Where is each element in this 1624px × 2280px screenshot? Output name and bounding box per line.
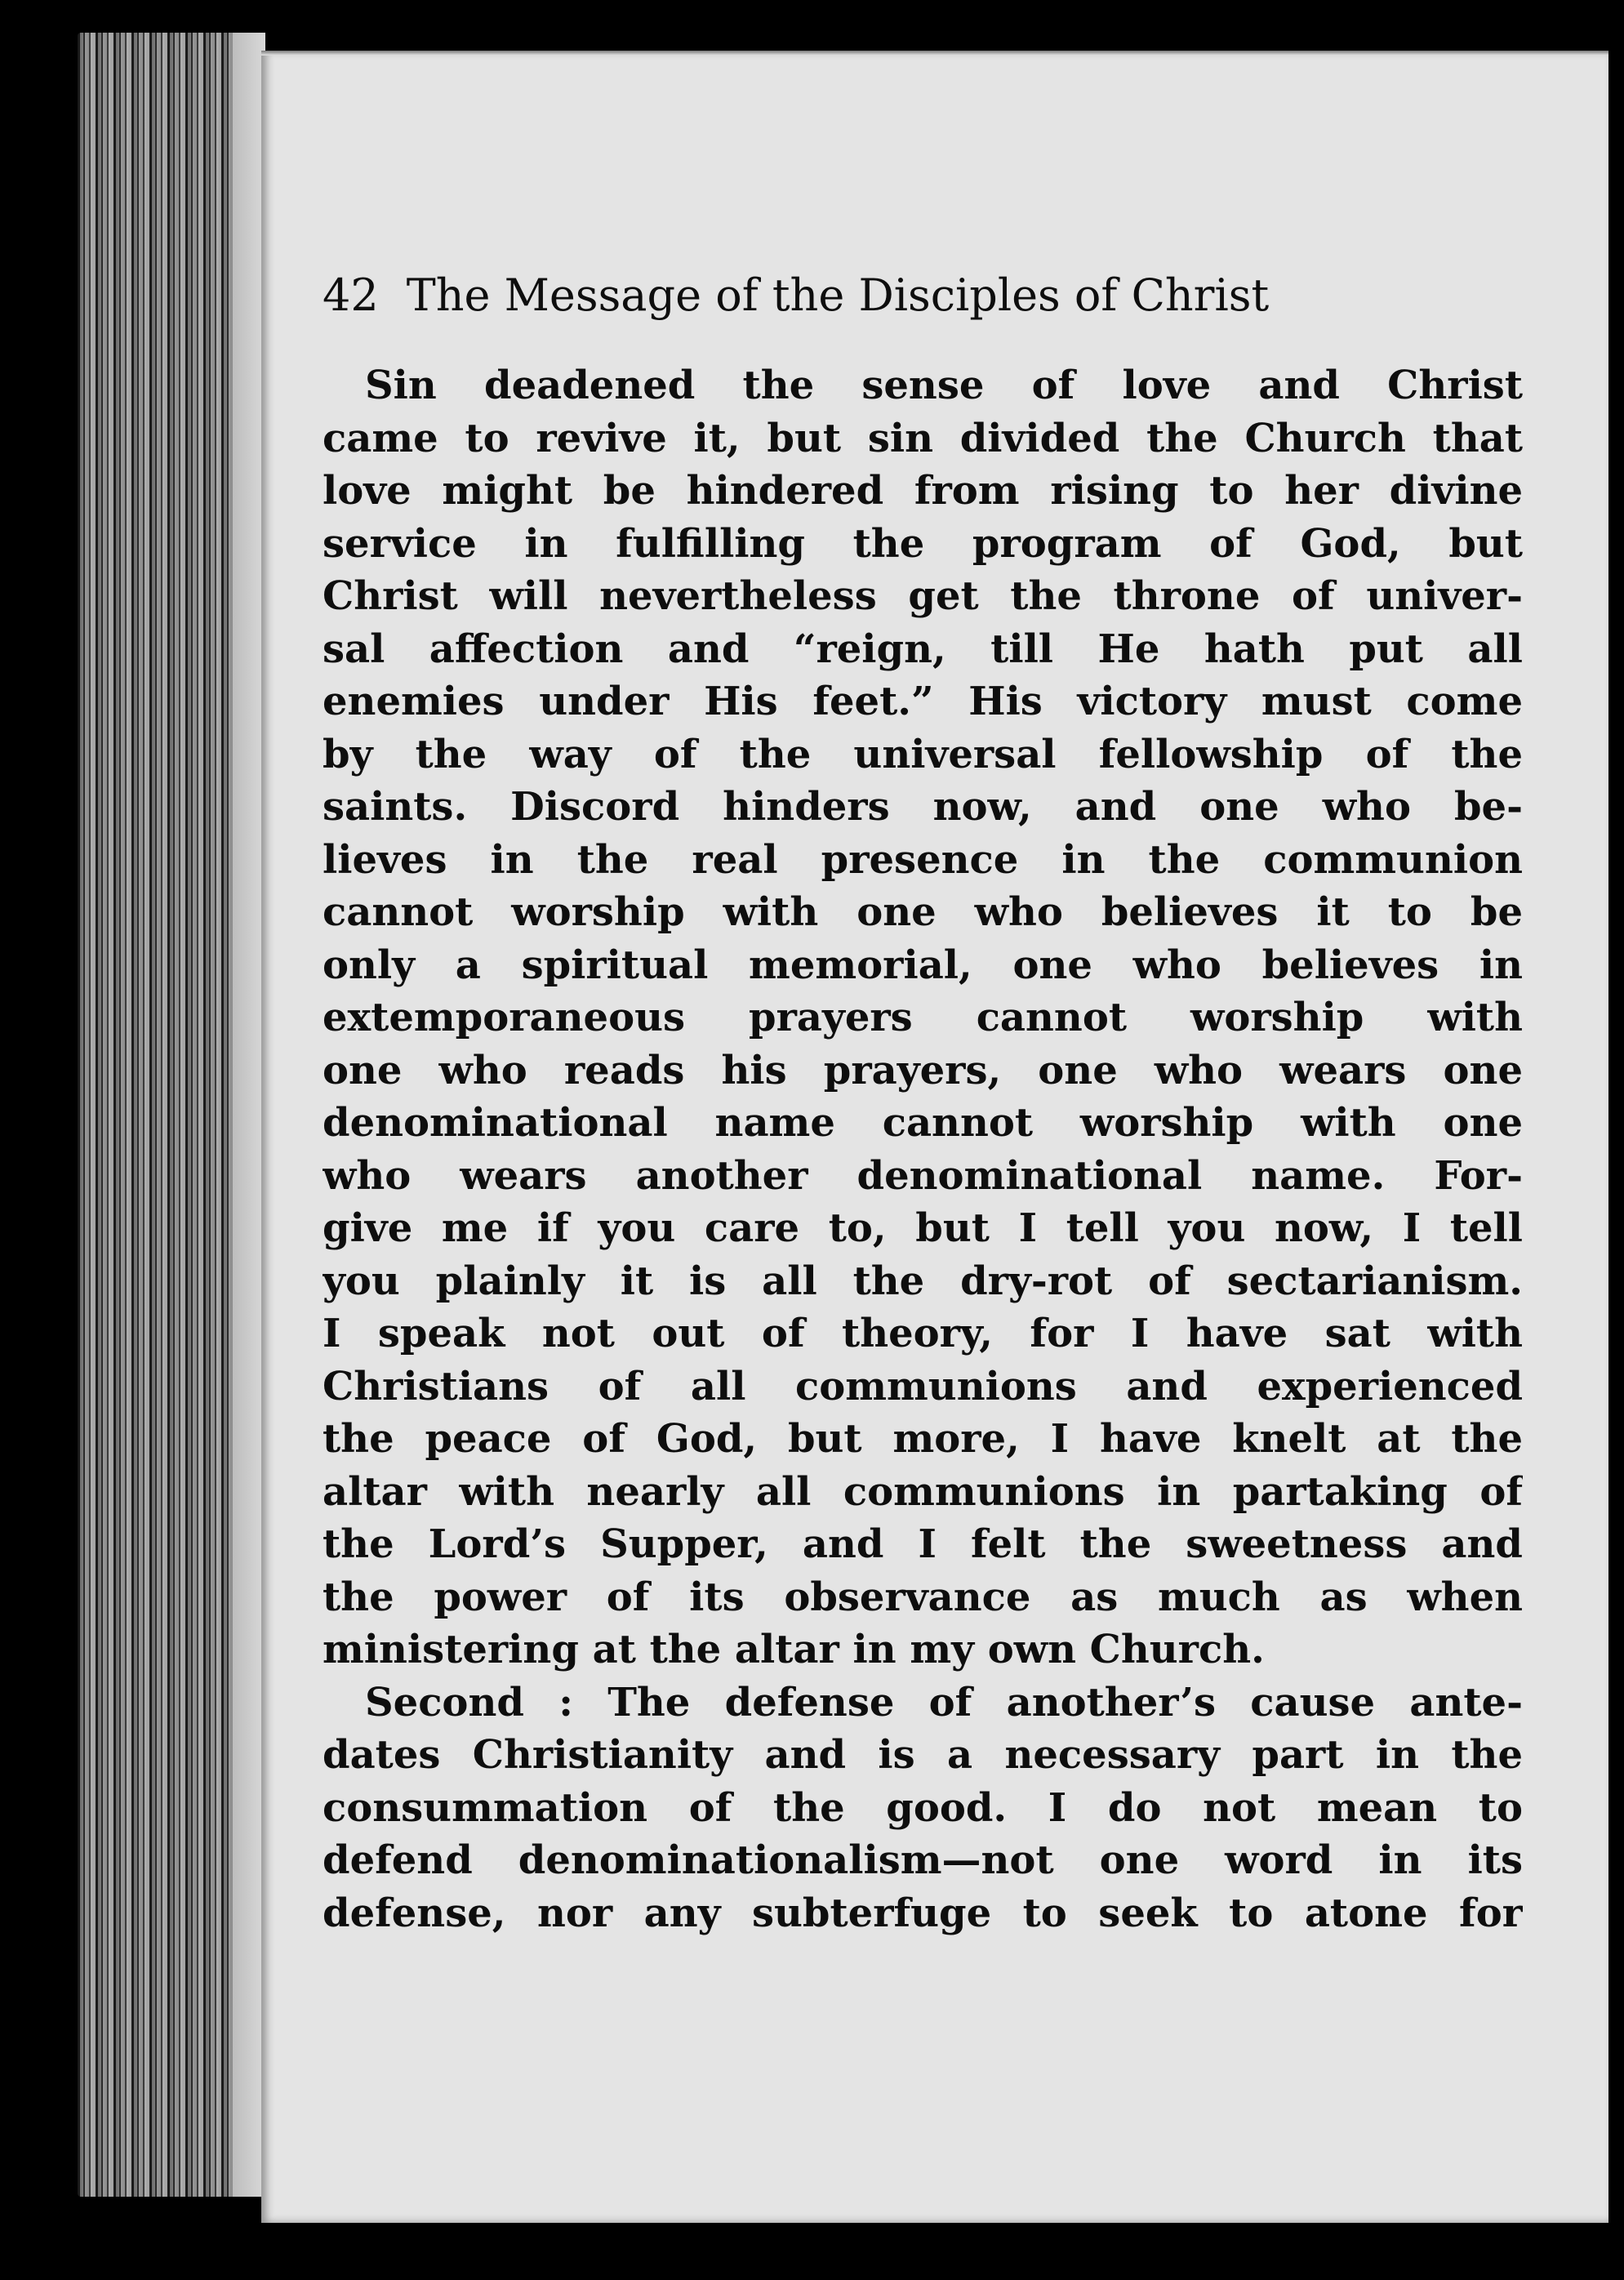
text-line: Sin deadened the sense of love and Christ xyxy=(365,363,1523,408)
text-line: give me if you care to, but I tell you now, I tell xyxy=(323,1205,1523,1251)
text-line: the Lord’s Supper, and I felt the sweetness and xyxy=(323,1521,1523,1567)
book-page-edges xyxy=(78,33,265,2197)
text-line: Christ will nevertheless get the throne of univer- xyxy=(323,573,1523,619)
text-line: defense, nor any subterfuge to seek to atone for xyxy=(323,1890,1523,1936)
text-line: by the way of the universal fellowship of the xyxy=(323,731,1523,777)
text-line: only a spiritual memorial, one who believes in xyxy=(323,942,1523,988)
text-line: service in fulfilling the program of God, but xyxy=(323,520,1523,567)
text-line: cannot worship with one who believes it to be xyxy=(323,889,1523,935)
text-line: who wears another denominational name. For- xyxy=(323,1152,1523,1199)
text-line: denominational name cannot worship with one xyxy=(323,1100,1523,1146)
text-line: I speak not out of theory, for I have sat with xyxy=(323,1311,1523,1356)
text-line: the power of its observance as much as when xyxy=(323,1574,1523,1620)
paragraph-1 xyxy=(323,359,1523,1677)
text-line: enemies under His feet.” His victory must come xyxy=(323,679,1523,724)
text-line: Second : The defense of another’s cause ante- xyxy=(365,1679,1523,1726)
text-line: altar with nearly all communions in partaking of xyxy=(323,1468,1523,1515)
text-line: sal affection and “reign, till He hath put all xyxy=(323,626,1523,672)
text-line: ministering at the altar in my own Church. xyxy=(323,1627,1265,1672)
text-line: lieves in the real presence in the communion xyxy=(323,836,1523,883)
running-title: The Message of the Disciples of Christ xyxy=(406,269,1270,321)
text-line: you plainly it is all the dry-rot of sectarianism. xyxy=(323,1258,1523,1304)
text-line: dates Christianity and is a necessary part in the xyxy=(323,1732,1523,1778)
text-line: came to revive it, but sin divided the Church that xyxy=(323,415,1523,461)
text-line: the peace of God, but more, I have knelt at the xyxy=(323,1416,1523,1462)
text-line: love might be hindered from rising to her divine xyxy=(323,468,1523,514)
text-line: extemporaneous prayers cannot worship with xyxy=(323,995,1523,1040)
running-head xyxy=(323,269,1531,343)
text-line: saints. Discord hinders now, and one who be- xyxy=(323,784,1523,830)
text-line: defend denominationalism—not one word in its xyxy=(323,1837,1523,1883)
text-line: consummation of the good. I do not mean to xyxy=(323,1784,1523,1831)
text-line: Christians of all communions and experienced xyxy=(323,1363,1523,1409)
text-line: one who reads his prayers, one who wears one xyxy=(323,1047,1523,1093)
paragraph-2 xyxy=(323,1677,1523,1940)
page-number: 42 xyxy=(323,269,379,321)
body-text xyxy=(323,359,1523,1939)
